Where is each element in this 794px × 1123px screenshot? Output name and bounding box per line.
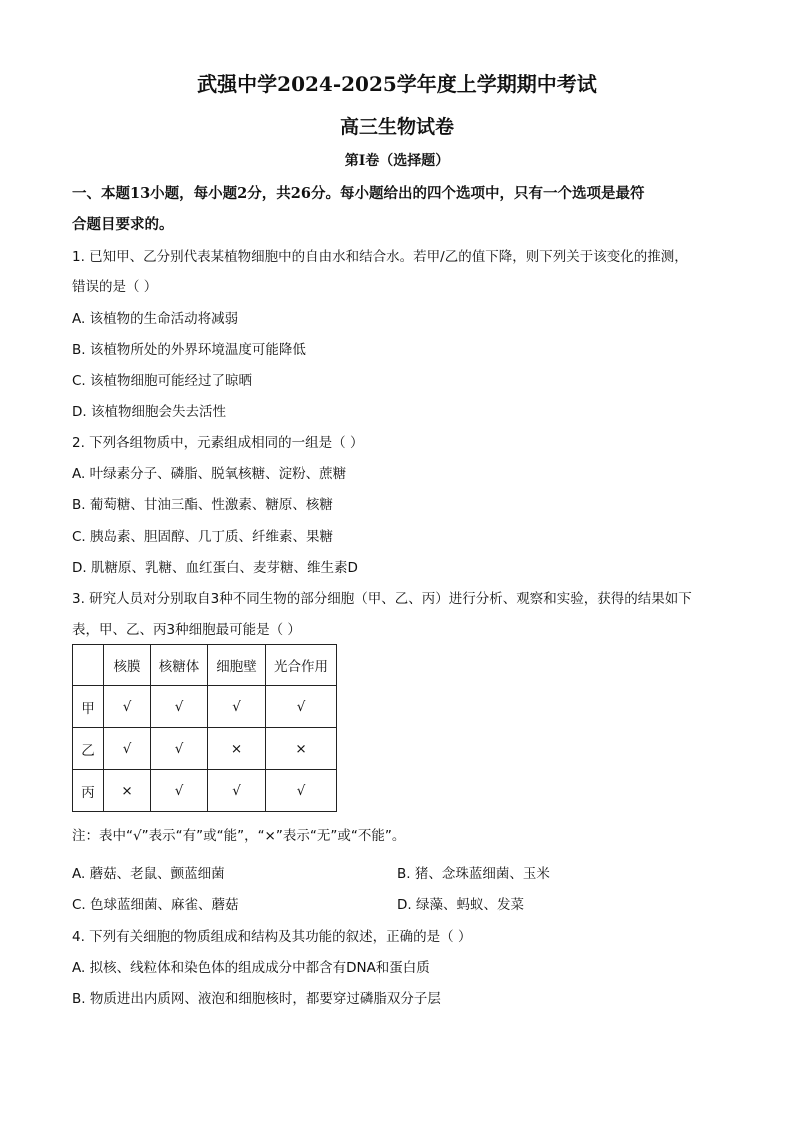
q1-stem-line2: 错误的是（ ）	[72, 279, 158, 295]
table-cell: √	[266, 770, 337, 812]
table-cell: ×	[104, 770, 151, 812]
exam-title: 武强中学2024-2025学年度上学期期中考试	[197, 72, 597, 96]
q3-table-note: 注：表中“√”表示“有”或“能”，“×”表示“无”或“不能”。	[72, 828, 406, 844]
q4-option-a: A. 拟核、线粒体和染色体的组成成分中都含有DNA和蛋白质	[72, 960, 430, 976]
table-row	[73, 686, 337, 728]
q3-results-table	[72, 644, 337, 812]
q2-option-b: B. 葡萄糖、甘油三酯、性激素、糖原、核糖	[72, 497, 333, 513]
q4-stem: 4. 下列有关细胞的物质组成和结构及其功能的叙述，正确的是（ ）	[72, 929, 472, 945]
table-cell: √	[151, 686, 208, 728]
volume-heading: 第I卷（选择题）	[344, 153, 450, 169]
q1-option-d: D. 该植物细胞会失去活性	[72, 404, 226, 420]
table-header-cell: 细胞壁	[208, 645, 266, 686]
table-header-cell: 核膜	[104, 645, 151, 686]
q3-option-b: B. 猪、念珠蓝细菌、玉米	[397, 866, 550, 882]
q4-option-b: B. 物质进出内质网、液泡和细胞核时，都要穿过磷脂双分子层	[72, 991, 441, 1007]
table-cell: √	[151, 728, 208, 770]
table-row	[73, 728, 337, 770]
section-instruction-line1: 一、本题13小题，每小题2分，共26分。每小题给出的四个选项中，只有一个选项是最符	[72, 185, 645, 202]
table-header-cell: 核糖体	[151, 645, 208, 686]
table-cell: 甲	[73, 686, 104, 728]
table-cell: 乙	[73, 728, 104, 770]
exam-subtitle: 高三生物试卷	[339, 116, 454, 138]
q1-stem-line1: 1. 已知甲、乙分别代表某植物细胞中的自由水和结合水。若甲/乙的值下降，则下列关于该变化的推测，	[72, 249, 688, 265]
q3-stem-line2: 表，甲、乙、丙3种细胞最可能是（ ）	[72, 622, 301, 638]
q1-option-b: B. 该植物所处的外界环境温度可能降低	[72, 342, 306, 358]
q3-option-c: C. 色球蓝细菌、麻雀、蘑菇	[72, 897, 239, 913]
table-cell: √	[266, 686, 337, 728]
q2-stem: 2. 下列各组物质中，元素组成相同的一组是（ ）	[72, 435, 364, 451]
q1-option-a: A. 该植物的生命活动将减弱	[72, 311, 239, 327]
table-cell: √	[208, 770, 266, 812]
table-cell: √	[208, 686, 266, 728]
q2-option-c: C. 胰岛素、胆固醇、几丁质、纤维素、果糖	[72, 529, 334, 545]
table-cell: √	[104, 728, 151, 770]
table-cell: √	[104, 686, 151, 728]
table-header-row	[73, 645, 337, 686]
table-cell: ×	[266, 728, 337, 770]
table-cell: ×	[208, 728, 266, 770]
q2-option-d: D. 肌糖原、乳糖、血红蛋白、麦芽糖、维生素D	[72, 560, 358, 576]
q1-option-c: C. 该植物细胞可能经过了晾晒	[72, 373, 253, 389]
q3-stem-line1: 3. 研究人员对分别取自3种不同生物的部分细胞（甲、乙、丙）进行分析、观察和实验，获得的结果如下	[72, 591, 692, 607]
q3-option-d: D. 绿藻、蚂蚁、发菜	[397, 897, 524, 913]
q2-option-a: A. 叶绿素分子、磷脂、脱氧核糖、淀粉、蔗糖	[72, 466, 347, 482]
section-instruction-line2: 合题目要求的。	[72, 216, 174, 233]
table-row	[73, 770, 337, 812]
table-header-cell: 光合作用	[266, 645, 337, 686]
table-header-cell	[73, 645, 104, 686]
table-cell: √	[151, 770, 208, 812]
table-cell: 丙	[73, 770, 104, 812]
q3-option-a: A. 蘑菇、老鼠、颤蓝细菌	[72, 866, 225, 882]
